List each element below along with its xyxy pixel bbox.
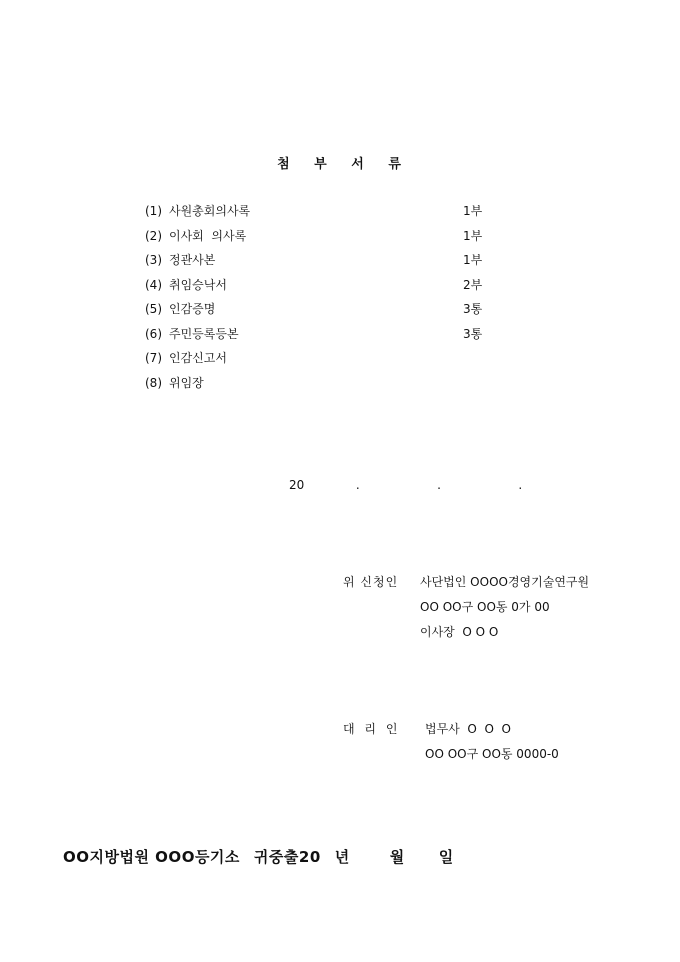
item-name: 주민등록등본 xyxy=(169,326,239,341)
agent-block xyxy=(343,721,559,771)
applicant-block xyxy=(343,574,589,649)
court-name: OO지방법원 OOO등기소 xyxy=(63,848,240,866)
item-number: (4) xyxy=(145,277,162,292)
item-name: 이사회 의사록 xyxy=(169,228,247,243)
applicant-label: 위 신청인 xyxy=(343,575,399,589)
item-copies: 3통 xyxy=(463,326,483,341)
applicant-representative: 이사장 O O O xyxy=(420,625,499,639)
item-copies: 3통 xyxy=(463,302,483,316)
item-number: (1) xyxy=(145,204,162,218)
item-number: (2) xyxy=(145,228,162,243)
applicant-name: 사단법인 OOOO경영기술연구원 xyxy=(420,575,590,589)
item-number: (6) xyxy=(145,326,162,341)
applicant-address: OO OO구 OO동 0가 00 xyxy=(420,600,550,614)
agent-label: 대 리 인 xyxy=(343,722,401,736)
title-char-4: 류 xyxy=(388,157,403,172)
item-number: (8) xyxy=(145,375,162,390)
list-item xyxy=(145,350,505,375)
year-label: 년 xyxy=(334,848,350,866)
list-item xyxy=(145,326,505,351)
item-copies: 1부 xyxy=(463,204,483,218)
document-date: 20 . . . xyxy=(289,478,523,492)
footer-line xyxy=(63,846,468,867)
item-name: 정관사본 xyxy=(169,253,216,267)
list-item xyxy=(145,277,505,302)
attachment-list xyxy=(145,203,505,399)
item-name: 인감신고서 xyxy=(169,351,227,365)
item-number: (3) xyxy=(145,253,162,267)
title-char-1: 첨 xyxy=(277,157,292,172)
list-item xyxy=(145,301,505,326)
list-item xyxy=(145,203,505,228)
month-label: 월 xyxy=(389,848,405,866)
item-name: 취임승낙서 xyxy=(169,277,227,292)
title-char-2: 부 xyxy=(314,157,329,172)
list-item xyxy=(145,228,505,253)
agent-address: OO OO구 OO동 0000-0 xyxy=(425,747,559,761)
title-char-3: 서 xyxy=(351,157,366,172)
item-copies: 2부 xyxy=(463,277,483,292)
item-name: 인감증명 xyxy=(169,302,216,316)
received-label: 귀중출20 xyxy=(253,848,321,866)
item-number: (5) xyxy=(145,302,162,316)
agent-name: 법무사 O O O xyxy=(425,722,511,736)
item-copies: 1부 xyxy=(463,253,483,267)
item-number: (7) xyxy=(145,351,162,365)
list-item xyxy=(145,375,505,400)
list-item xyxy=(145,252,505,277)
item-copies: 1부 xyxy=(463,228,483,243)
item-name: 위임장 xyxy=(169,375,204,390)
item-name: 사원총회의사록 xyxy=(169,204,251,218)
day-label: 일 xyxy=(438,848,454,866)
document-title xyxy=(0,153,680,172)
